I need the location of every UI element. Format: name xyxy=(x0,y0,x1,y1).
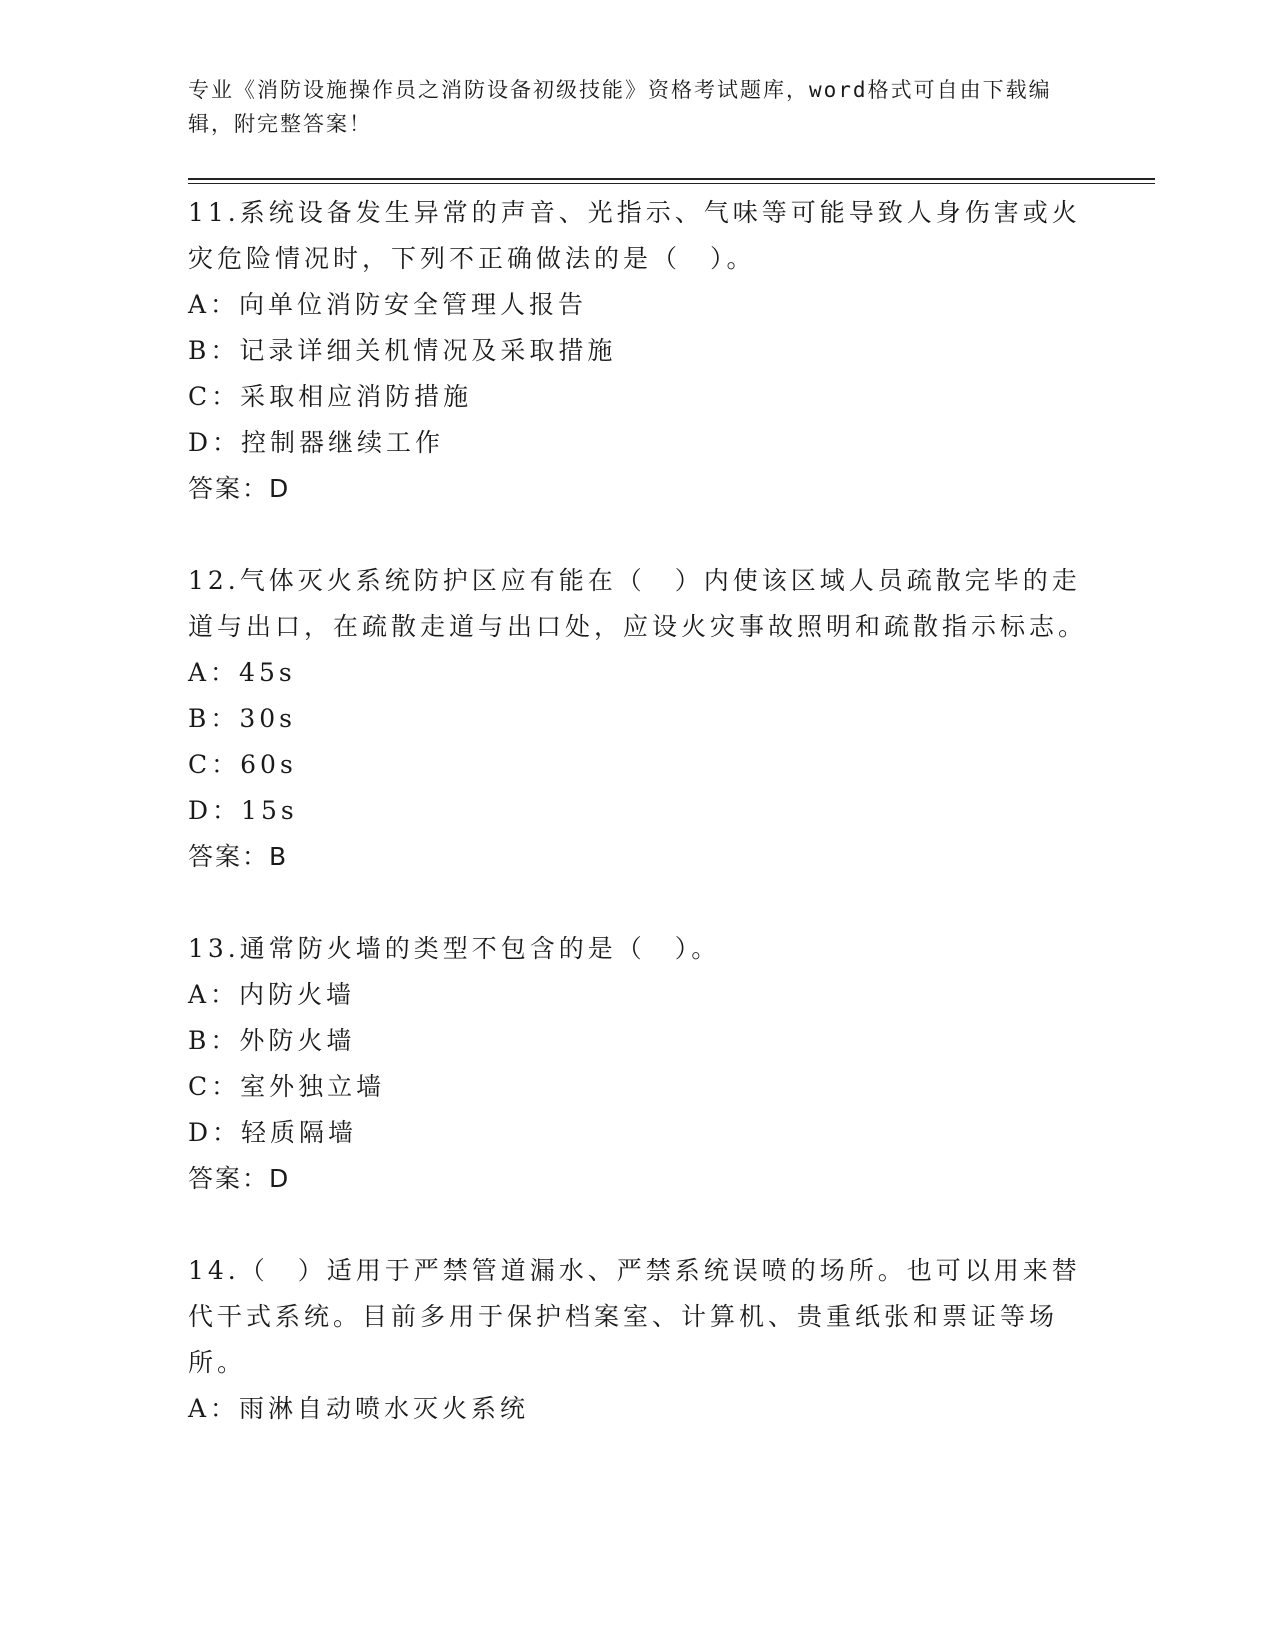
question-text: 14.（ ）适用于严禁管道漏水、严禁系统误喷的场所。也可以用来替代干式系统。目前多用于保护档案室、计算机、贵重纸张和票证等场所。 xyxy=(188,1256,1081,1377)
option-a: A：雨淋自动喷水灭火系统 xyxy=(188,1394,530,1423)
header-divider-thin xyxy=(188,183,1155,184)
option-c: C：采取相应消防措施 xyxy=(188,382,473,411)
question-text: 12.气体灭火系统防护区应有能在（ ）内使该区域人员疏散完毕的走道与出口，在疏散走道与出口处，应设火灾事故照明和疏散指示标志。 xyxy=(188,566,1088,641)
answer: 答案：B xyxy=(188,842,289,871)
question-12 xyxy=(188,558,1088,880)
option-c: C：60s xyxy=(188,750,297,779)
document-header: 专业《消防设施操作员之消防设备初级技能》资格考试题库，word格式可自由下载编辑，附完整答案！ xyxy=(188,78,1052,136)
answer: 答案：D xyxy=(188,1164,291,1193)
option-b: B：记录详细关机情况及采取措施 xyxy=(188,336,617,365)
option-a: A：向单位消防安全管理人报告 xyxy=(188,290,588,319)
option-d: D：轻质隔墙 xyxy=(188,1118,358,1147)
question-text: 13.通常防火墙的类型不包含的是（ ）。 xyxy=(188,934,721,963)
question-14 xyxy=(188,1248,1088,1432)
option-a: A：45s xyxy=(188,658,296,687)
option-c: C：室外独立墙 xyxy=(188,1072,386,1101)
option-a: A：内防火墙 xyxy=(188,980,356,1009)
option-d: D：控制器继续工作 xyxy=(188,428,445,457)
question-11 xyxy=(188,190,1088,512)
option-b: B：外防火墙 xyxy=(188,1026,356,1055)
option-b: B：30s xyxy=(188,704,297,733)
question-text: 11.系统设备发生异常的声音、光指示、气味等可能导致人身伤害或火灾危险情况时，下列不正确做法的是（ ）。 xyxy=(188,198,1081,273)
question-13 xyxy=(188,926,1088,1202)
header-divider-thick xyxy=(188,178,1155,180)
answer: 答案：D xyxy=(188,474,291,503)
option-d: D：15s xyxy=(188,796,298,825)
question-list xyxy=(188,190,1088,1478)
